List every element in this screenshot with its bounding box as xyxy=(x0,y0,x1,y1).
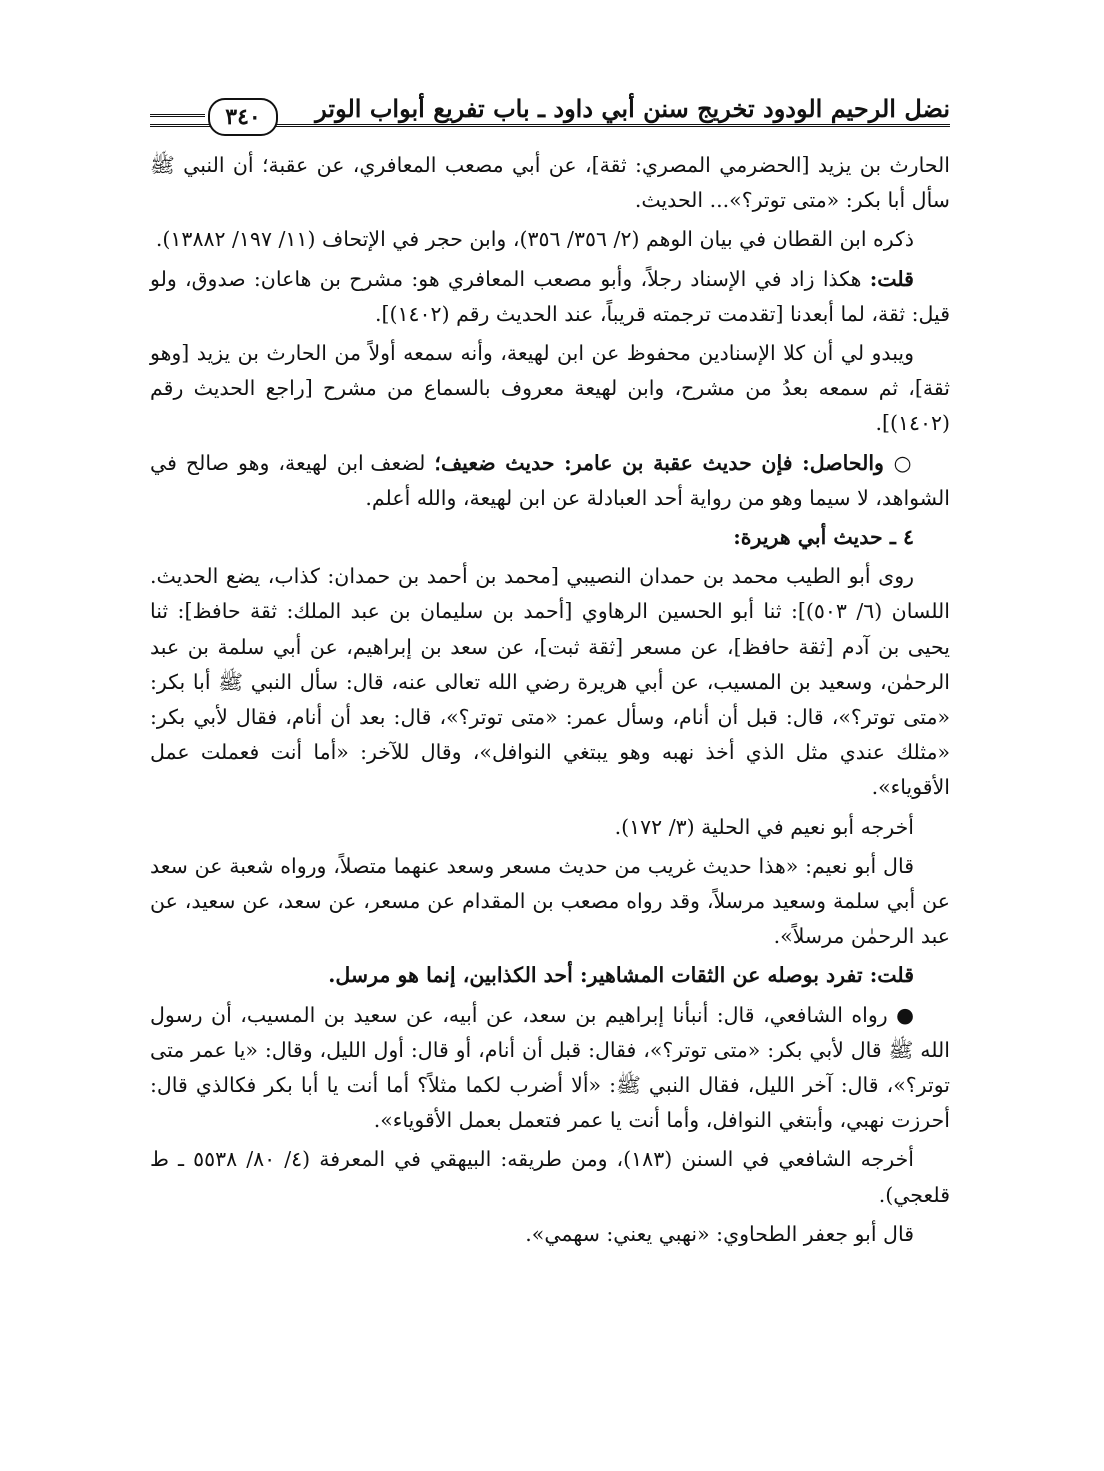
heading-text: ٤ ـ حديث أبي هريرة: xyxy=(733,525,914,550)
paragraph-text: أخرجه الشافعي في السنن (١٨٣)، ومن طريقه: البيهقي في المعرفة (٤/ ٨٠/ ٥٥٣٨ ـ ط قلعجي). xyxy=(150,1147,950,1207)
running-title: نضل الرحيم الودود تخريج سنن أبي داود ـ باب تفريع أبواب الوتر xyxy=(315,94,950,123)
paragraph xyxy=(150,262,950,332)
paragraph xyxy=(150,559,950,805)
paragraph-text: قال أبو نعيم: «هذا حديث غريب من حديث مسعر وسعد عنهما متصلاً، ورواه شعبة عن سعد عن أبي سلمة وسعيد مرسلاً، وقد رواه مصعب بن المقدام عن مسعر، عن سعد، عن سعيد، عن عبد الرحمٰن مرسلاً». xyxy=(150,853,950,949)
paragraph xyxy=(150,222,950,257)
paragraph-text: ويبدو لي أن كلا الإسنادين محفوظ عن ابن لهيعة، وأنه سمعه أولاً من الحارث بن يزيد [وهو ثقة]، ثم سمعه بعدُ من مشرح، وابن لهيعة معروف بالسماع من مشرح [راجع الحديث رقم (١٤٠٢)]. xyxy=(150,341,950,436)
page-number-badge: ٣٤٠ xyxy=(208,98,278,136)
section-heading xyxy=(150,520,950,555)
paragraph-text: ذكره ابن القطان في بيان الوهم (٢/ ٣٥٦/ ٣٥٦)، وابن حجر في الإتحاف (١١/ ١٩٧/ ١٣٨٨٢). xyxy=(155,227,914,252)
paragraph xyxy=(150,998,950,1139)
paragraph xyxy=(150,1217,950,1252)
paragraph-lead: قلت: xyxy=(869,266,914,291)
paragraph xyxy=(150,446,950,516)
paragraph xyxy=(150,810,950,845)
paragraph-text: لضعف ابن لهيعة، وهو صالح في الشواهد، لا سيما وهو من رواية أحد العبادلة عن ابن لهيعة، والله أعلم. xyxy=(150,450,950,510)
paragraph xyxy=(150,849,950,955)
paragraph-text: قال أبو جعفر الطحاوي: «نهبي يعني: سهمي». xyxy=(525,1221,914,1246)
header-rule-left xyxy=(150,114,205,117)
paragraph xyxy=(150,148,950,218)
page-header xyxy=(150,88,950,132)
paragraph-lead: ○ والحاصل: فإن حديث عقبة بن عامر: حديث ضعيف؛ xyxy=(434,450,914,475)
paragraph xyxy=(150,958,950,993)
paragraph-lead: قلت: تفرد بوصله عن الثقات المشاهير: أحد الكذابين، إنما هو مرسل. xyxy=(328,963,914,988)
paragraph-text: ● رواه الشافعي، قال: أنبأنا إبراهيم بن سعد، عن أبيه، عن سعيد بن المسيب، أن رسول الله ﷺ قال لأبي بكر: «متى توتر؟»، فقال: قبل أن أنام، أو قال: أول الليل، وقال: «يا عمر متى توتر؟»، قال: آخر الليل، فقال النبي ﷺ: «ألا أضرب لكما مثلاً؟ أما أنت يا أبا بكر فكالذي قال: أحرزت نهبي، وأبتغي النوافل، وأما أنت يا عمر فتعمل بعمل الأقوياء». xyxy=(150,1002,950,1133)
paragraph xyxy=(150,1142,950,1212)
paragraph xyxy=(150,336,950,442)
paragraph-text: أخرجه أبو نعيم في الحلية (٣/ ١٧٢). xyxy=(614,814,914,839)
paragraph-text: هكذا زاد في الإسناد رجلاً، وأبو مصعب المعافري هو: مشرح بن هاعان: صدوق، ولو قيل: ثقة، لما أبعدنا [تقدمت ترجمته قريباً، عند الحديث رقم (١٤٠٢)]. xyxy=(150,266,950,326)
paragraph-text: روى أبو الطيب محمد بن حمدان النصيبي [محمد بن أحمد بن حمدان: كذاب، يضع الحديث. اللسان (٦/ ٥٠٣)]: ثنا أبو الحسين الرهاوي [أحمد بن سليمان بن عبد الملك: ثقة حافظ]: ثنا يحيى بن آدم [ثقة حافظ]، عن مسعر [ثقة ثبت]، عن سعد بن إبراهيم، عن أبي سلمة بن عبد الرحمٰن، وسعيد بن المسيب، عن أبي هريرة رضي الله تعالى عنه، قال: سأل النبي ﷺ أبا بكر: «متى توتر؟»، قال: قبل أن أنام، وسأل عمر: «متى توتر؟»، قال: بعد أن أنام، فقال لأبي بكر: «مثلك عندي مثل الذي أخذ نهبه وهو يبتغي النوافل»، وقال للآخر: «أما أنت فعملت عمل الأقوياء». xyxy=(150,564,950,800)
page-body xyxy=(150,148,950,1256)
paragraph-text: الحارث بن يزيد [الحضرمي المصري: ثقة]، عن أبي مصعب المعافري، عن عقبة؛ أن النبي ﷺ سأل أبا بكر: «متى توتر؟»... الحديث. xyxy=(150,153,950,213)
